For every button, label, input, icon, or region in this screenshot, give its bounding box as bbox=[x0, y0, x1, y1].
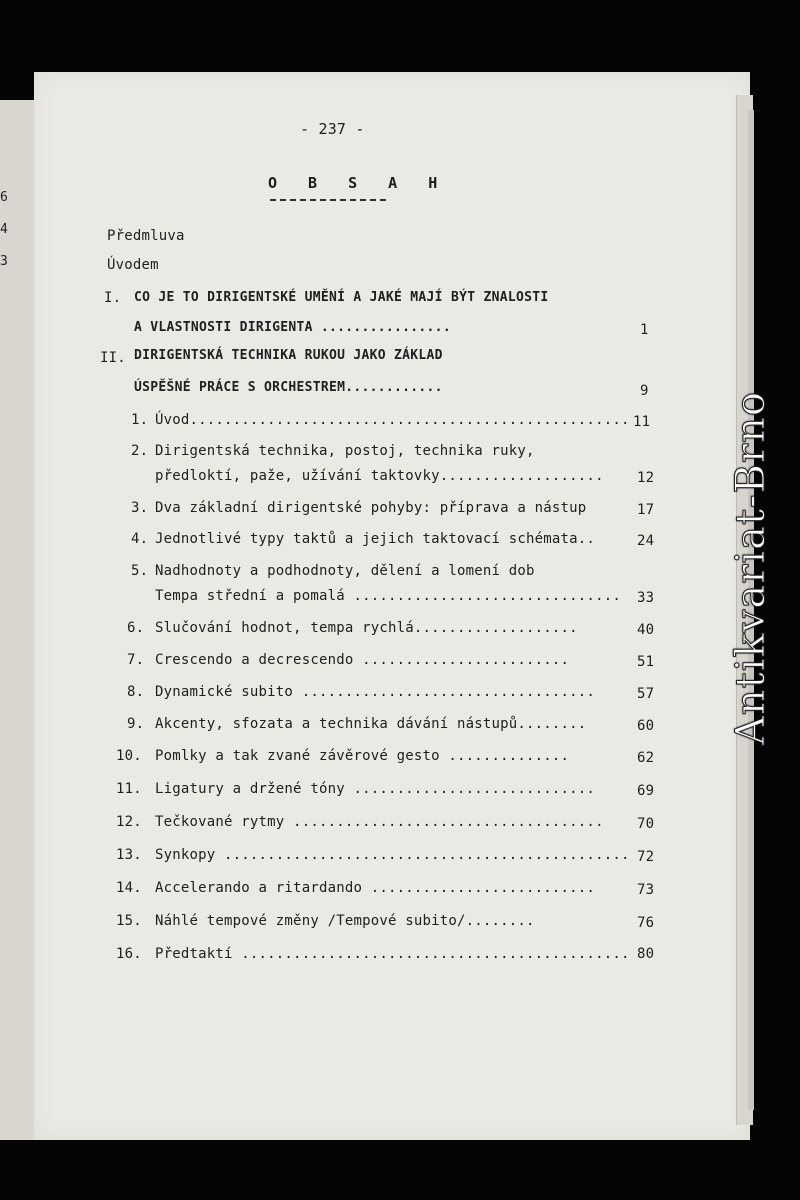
toc-page-number: 40 bbox=[637, 622, 655, 638]
toc-entry-title: Pomlky a tak zvané závěrové gesto .............. bbox=[155, 748, 570, 764]
toc-page-number: 17 bbox=[637, 502, 655, 518]
toc-entry-title: Dynamické subito .................................. bbox=[155, 684, 596, 700]
toc-entry-number: 3. bbox=[131, 500, 149, 516]
toc-page-number: 33 bbox=[637, 590, 655, 606]
toc-entry-title: Ligatury a držené tóny ............................ bbox=[155, 781, 596, 797]
toc-entry-number: 1. bbox=[131, 412, 149, 428]
toc-section-roman: II. bbox=[100, 350, 126, 366]
toc-entry-number: 10. bbox=[116, 748, 142, 764]
toc-section-title: DIRIGENTSKÁ TECHNIKA RUKOU JAKO ZÁKLAD bbox=[134, 348, 443, 363]
toc-section-title: A VLASTNOSTI DIRIGENTA ................ bbox=[134, 320, 451, 335]
toc-entry-number: 16. bbox=[116, 946, 142, 962]
toc-entry-number: 2. bbox=[131, 443, 149, 459]
toc-page-number: 12 bbox=[637, 470, 655, 486]
toc-entry-title: Crescendo a decrescendo ........................ bbox=[155, 652, 570, 668]
toc-page-number: 1 bbox=[640, 322, 649, 338]
toc-entry-number: 9. bbox=[127, 716, 145, 732]
toc-entry-title: Jednotlivé typy taktů a jejich taktovací schémata.. bbox=[155, 531, 596, 547]
toc-entry-title: Předtaktí ............................................. bbox=[155, 946, 630, 962]
toc-entry-number: 11. bbox=[116, 781, 142, 797]
toc-section-title: CO JE TO DIRIGENTSKÉ UMĚNÍ A JAKÉ MAJÍ BÝT ZNALOSTI bbox=[134, 290, 549, 305]
toc-page-number: 73 bbox=[637, 882, 655, 898]
toc-entry-title: Akcenty, sfozata a technika dávání nástupů........ bbox=[155, 716, 587, 732]
toc-page-number: 51 bbox=[637, 654, 655, 670]
toc-section-title: ÚSPĚŠNÉ PRÁCE S ORCHESTREM............ bbox=[134, 380, 443, 395]
toc-entry-number: 6. bbox=[127, 620, 145, 636]
left-edge-char: 6 bbox=[0, 190, 8, 205]
toc-page-number: 24 bbox=[637, 533, 655, 549]
toc-page-number: 60 bbox=[637, 718, 655, 734]
toc-entry-number: 8. bbox=[127, 684, 145, 700]
toc-page-number: 76 bbox=[637, 915, 655, 931]
left-edge-char: 4 bbox=[0, 222, 8, 237]
toc-entry-title: Accelerando a ritardando .......................... bbox=[155, 880, 596, 896]
toc-entry-number: 13. bbox=[116, 847, 142, 863]
toc-entry-title: Dva základní dirigentské pohyby: příprava a nástup bbox=[155, 500, 587, 516]
toc-entry-title: Dirigentská technika, postoj, technika ruky, bbox=[155, 443, 535, 459]
heading-underline bbox=[270, 199, 386, 201]
toc-entry-title: předloktí, paže, užívání taktovky................... bbox=[155, 468, 604, 484]
toc-page-number: 62 bbox=[637, 750, 655, 766]
toc-page-number: 72 bbox=[637, 849, 655, 865]
toc-page-number: 11 bbox=[633, 414, 651, 430]
toc-entry-number: 7. bbox=[127, 652, 145, 668]
left-edge-char: 3 bbox=[0, 254, 8, 269]
toc-entry-title: Náhlé tempové změny /Tempové subito/........ bbox=[155, 913, 535, 929]
toc-entry-title: Slučování hodnot, tempa rychlá................... bbox=[155, 620, 578, 636]
toc-page-number: 70 bbox=[637, 816, 655, 832]
toc-page-number: 80 bbox=[637, 946, 655, 962]
toc-front-matter-preface: Předmluva bbox=[107, 228, 185, 244]
toc-entry-title: Tečkované rytmy .................................... bbox=[155, 814, 604, 830]
toc-entry-number: 5. bbox=[131, 563, 149, 579]
toc-front-matter-intro: Úvodem bbox=[107, 257, 159, 273]
toc-entry-number: 4. bbox=[131, 531, 149, 547]
toc-entry-title: Úvod................................................... bbox=[155, 412, 630, 428]
toc-entry-title: Nadhodnoty a podhodnoty, dělení a lomení dob bbox=[155, 563, 535, 579]
toc-page-number: 57 bbox=[637, 686, 655, 702]
toc-entry-number: 14. bbox=[116, 880, 142, 896]
toc-section-roman: I. bbox=[104, 290, 122, 306]
toc-page-number: 9 bbox=[640, 383, 649, 399]
toc-entry-number: 12. bbox=[116, 814, 142, 830]
page-number: - 237 - bbox=[300, 120, 365, 138]
toc-entry-number: 15. bbox=[116, 913, 142, 929]
toc-page-number: 69 bbox=[637, 783, 655, 799]
toc-entry-title: Tempa střední a pomalá ............................... bbox=[155, 588, 621, 604]
toc-heading: O B S A H bbox=[268, 174, 449, 192]
watermark: Antikvariat-Brno bbox=[728, 391, 774, 745]
toc-entry-title: Synkopy ............................................... bbox=[155, 847, 630, 863]
